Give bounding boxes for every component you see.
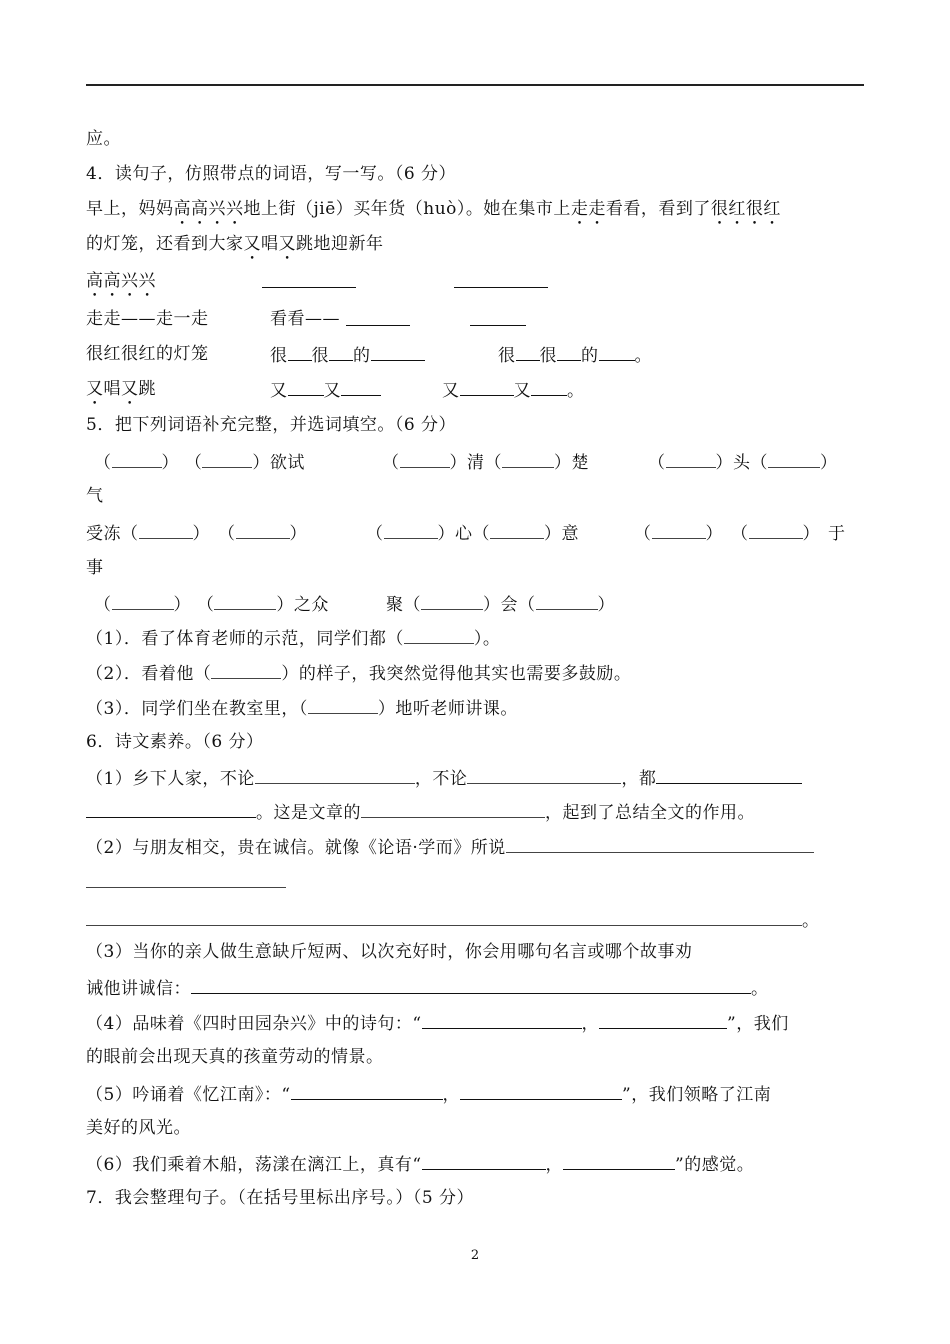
q6-title: 6．诗文素养。（6 分） — [86, 732, 264, 752]
q5-title: 5．把下列词语补充完整，并选词填空。（6 分） — [86, 415, 457, 435]
q4-paragraph-line1: 早上，妈妈高高兴兴地上街（jiē）买年货（huò）。她在集市上走走看看，看到了很红很红 — [86, 199, 781, 219]
dotted-word: 很红很红 — [710, 199, 781, 219]
q5-row2: 受冻（ ） （ ） （ ）心（ ）意 （ ） （ ） 于 — [86, 521, 864, 545]
q4-title: 4．读句子，仿照带点的词语，写一写。（6 分） — [86, 164, 457, 184]
header-rule — [86, 84, 864, 86]
q6-line7: 诫他讲诚信： 。 — [86, 976, 769, 1000]
q6-line5: 。 — [86, 908, 820, 932]
q4-paragraph-line2: 的灯笼，还看到大家又唱又跳地迎新年 — [86, 234, 384, 254]
q6-line9: 的眼前会出现天真的孩童劳动的情景。 — [86, 1047, 384, 1067]
dotted-word: 又 — [243, 234, 261, 254]
q6-line2: 。这是文章的 ，起到了总结全文的作用。 — [86, 800, 755, 824]
q6-line10: （5）吟诵着《忆江南》：“ ， ”，我们领略了江南 — [86, 1082, 771, 1106]
q6-line8: （4）品味着《四时田园杂兴》中的诗句：“ ， ”，我们 — [86, 1011, 789, 1035]
q6-line3: （2）与朋友相交，贵在诚信。就像《论语·学而》所说 — [86, 835, 814, 859]
q5-sentence3: （3）．同学们坐在教室里，（ ）地听老师讲课。 — [86, 696, 518, 720]
page-number: 2 — [470, 1248, 480, 1263]
q5-sentence2: （2）．看着他（ ）的样子，我突然觉得他其实也需要多鼓励。 — [86, 661, 631, 685]
q4-row4: 又唱又跳 又 又 又 又 。 — [86, 379, 585, 401]
q6-line11: 美好的风光。 — [86, 1118, 191, 1138]
answer-blank[interactable] — [262, 270, 356, 288]
intro-line: 应。 — [86, 129, 121, 149]
q6-line12: （6）我们乘着木船，荡漾在漓江上，真有“ ， ”的感觉。 — [86, 1152, 754, 1176]
answer-blank[interactable] — [470, 308, 526, 326]
q7-title: 7．我会整理句子。（在括号里标出序号。）（5 分） — [86, 1188, 475, 1208]
q5-qi: 气 — [86, 486, 104, 506]
dotted-word: 走走 — [570, 199, 606, 219]
q4-row2: 走走——走一走 看看—— — [86, 308, 209, 330]
answer-blank[interactable] — [346, 308, 410, 326]
q6-line4 — [86, 870, 286, 894]
q6-line1: （1）乡下人家，不论 ，不论 ，都 — [86, 766, 802, 790]
q6-line6: （3）当你的亲人做生意缺斤短两、以次充好时，你会用哪句名言或哪个故事劝 — [86, 942, 693, 962]
q5-shi: 事 — [86, 558, 104, 578]
dotted-word: 又 — [278, 234, 296, 254]
dotted-word: 高高兴兴 — [173, 199, 244, 219]
q5-sentence1: （1）．看了体育老师的示范，同学们都（ ）。 — [86, 626, 500, 650]
answer-blank[interactable] — [454, 270, 548, 288]
q4-row1: 高高兴兴 — [86, 270, 156, 301]
q4-row3: 很红很红的灯笼 很 很 的 很 很 的 。 — [86, 344, 652, 366]
